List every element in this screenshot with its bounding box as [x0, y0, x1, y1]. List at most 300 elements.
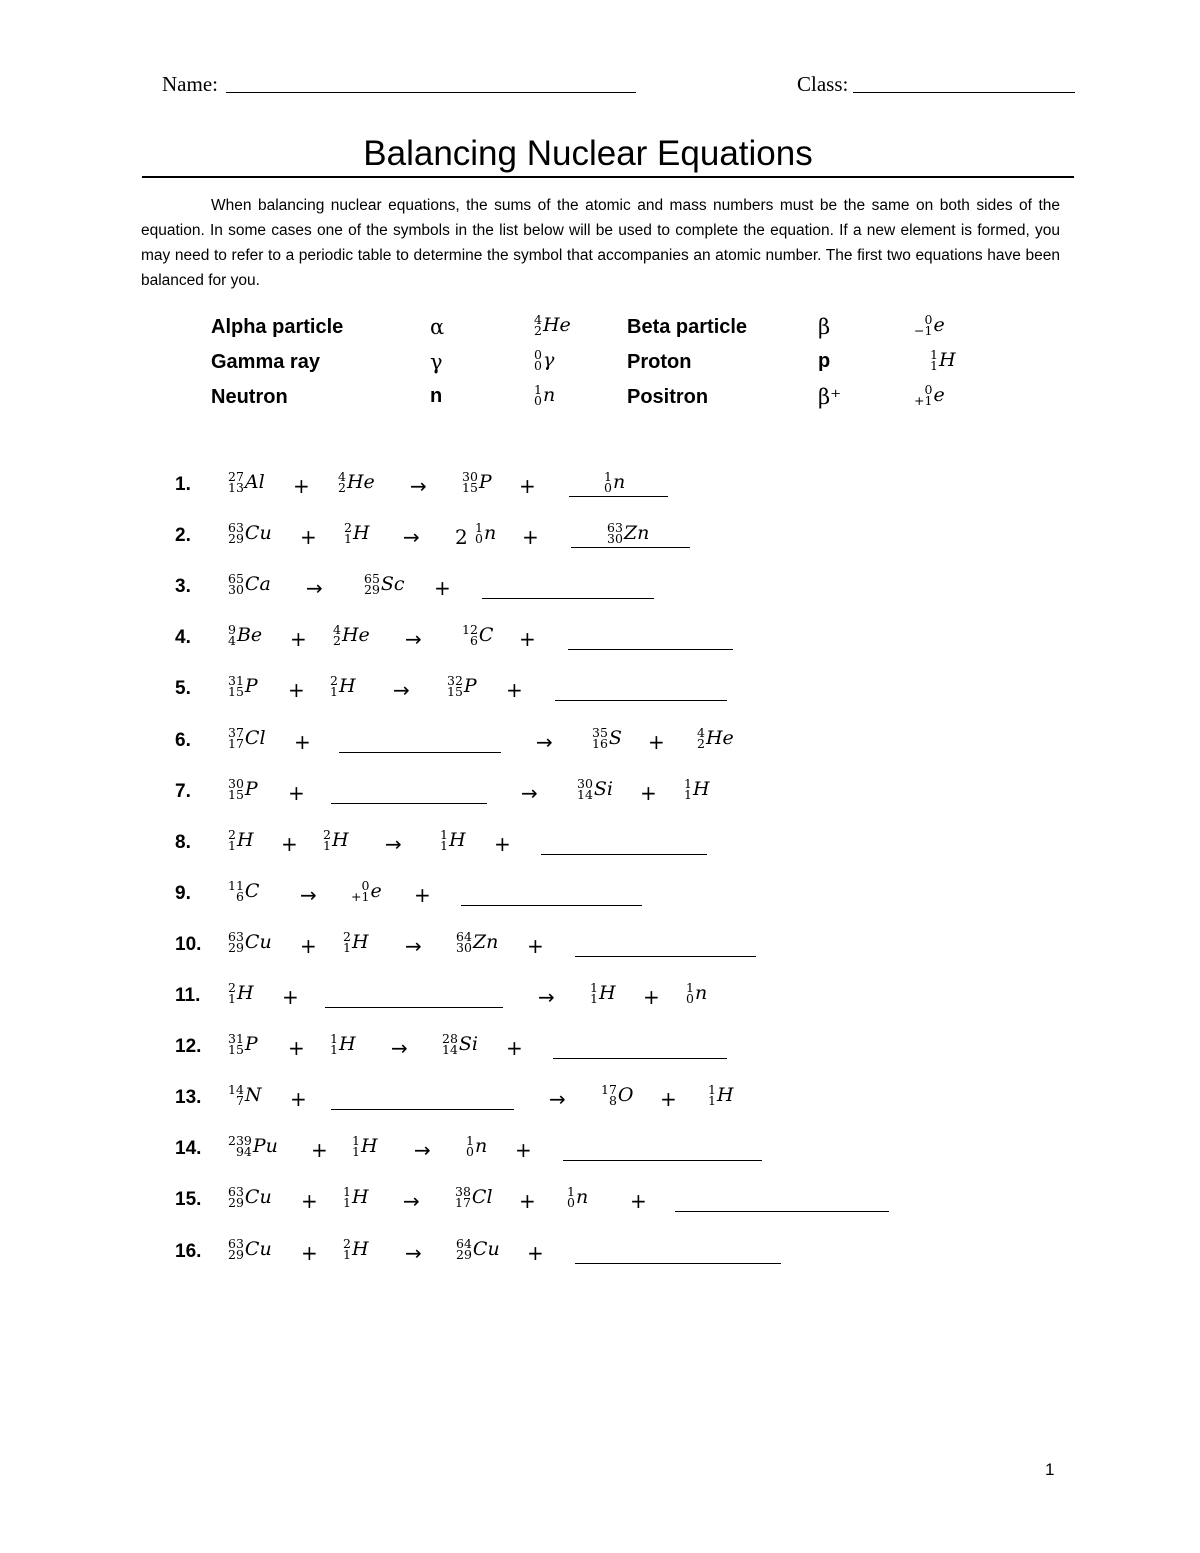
nuclide: [228, 1133, 278, 1160]
equation-number: 14.: [175, 1138, 202, 1160]
element-symbol: H: [352, 522, 370, 545]
particle-notation: [534, 384, 555, 406]
mass-number: 17: [601, 1082, 617, 1098]
atomic-number: 1: [352, 1144, 360, 1160]
mass-number: 31: [228, 673, 244, 689]
atomic-number: 0: [534, 393, 542, 408]
particle-notation: [914, 384, 945, 406]
element-symbol: Zn: [623, 522, 650, 545]
atomic-number: 15: [228, 1042, 244, 1058]
atomic-number: 30: [456, 939, 472, 955]
element-symbol: n: [612, 471, 626, 493]
nuclide: [333, 622, 370, 649]
answer-blank[interactable]: [331, 1109, 514, 1110]
element-symbol: e: [933, 314, 945, 336]
equation-number: 4.: [175, 627, 191, 649]
element-symbol: e: [933, 384, 945, 406]
nuclide: [567, 1184, 589, 1211]
atomic-number: 0: [567, 1195, 575, 1211]
intro-paragraph: [141, 193, 1060, 293]
atomic-number: 1: [930, 358, 938, 373]
plus-sign: +: [643, 985, 660, 1009]
nuclide: [364, 571, 405, 598]
atomic-number: 94: [235, 1144, 252, 1160]
atomic-number: 1: [343, 1195, 351, 1211]
element-symbol: Cl: [244, 726, 266, 749]
element-symbol: H: [351, 1237, 369, 1260]
mass-number: 37: [228, 724, 244, 740]
arrow-icon: →: [391, 1036, 408, 1061]
arrow-icon: →: [521, 780, 538, 805]
particle-notation: [930, 349, 956, 371]
nuclide: [708, 1082, 734, 1109]
element-symbol: C: [244, 879, 260, 902]
element-symbol: H: [338, 1033, 356, 1056]
atomic-number: 2: [333, 633, 341, 649]
nuclide: [228, 877, 260, 904]
plus-sign: +: [527, 933, 544, 958]
element-symbol: Al: [244, 471, 265, 493]
element-symbol: Si: [458, 1033, 478, 1056]
answer-nuclide: [603, 471, 626, 493]
nuclide: [343, 1184, 369, 1211]
nuclide: [330, 1031, 356, 1058]
atomic-number: 16: [592, 735, 608, 751]
answer-blank[interactable]: [569, 496, 668, 497]
title-divider: [142, 176, 1074, 178]
answer-blank[interactable]: [339, 752, 501, 753]
element-symbol: C: [478, 624, 494, 647]
mass-number: 30: [462, 469, 478, 484]
atomic-number: 8: [608, 1093, 617, 1109]
nuclide: [323, 826, 349, 853]
particle-symbol: β: [818, 315, 831, 339]
particle-name: Proton: [627, 351, 692, 373]
nuclide: [228, 826, 254, 853]
plus-sign: +: [414, 882, 431, 907]
nuclide: [455, 1184, 493, 1211]
nuclide: [352, 1133, 378, 1160]
equation-number: 13.: [175, 1087, 202, 1109]
atomic-number: 29: [364, 582, 380, 598]
plus-sign: +: [300, 933, 317, 958]
mass-number: 63: [228, 928, 244, 944]
element-symbol: P: [244, 675, 258, 698]
arrow-icon: →: [393, 678, 410, 703]
mass-number: 1: [684, 775, 692, 791]
plus-sign: +: [293, 474, 310, 498]
intro-text: When balancing nuclear equations, the sums of the atomic and mass numbers must be the same on both sides of the equation. In some cases one of the symbols in the list below will be used to complete the equation. If a new element is formed, you may need to refer to a periodic table to determine the symbol that accompanies an atomic number. The first two equations have been balanced for you.: [141, 197, 1060, 289]
atomic-number: 1: [343, 1246, 351, 1262]
atomic-number: 1: [323, 837, 331, 853]
element-symbol: Sc: [380, 573, 405, 596]
mass-number: 1: [330, 1031, 338, 1047]
particle-notation: [534, 349, 554, 371]
arrow-icon: →: [410, 474, 427, 498]
mass-number: 9: [228, 622, 236, 638]
element-symbol: n: [575, 1186, 589, 1209]
nuclide: [697, 724, 734, 751]
mass-number: 14: [228, 1082, 244, 1098]
mass-number: 2: [323, 826, 331, 842]
mass-number: 1: [590, 980, 598, 995]
element-symbol: P: [244, 1033, 258, 1056]
nuclide: [462, 471, 492, 493]
atomic-number: 14: [577, 786, 593, 802]
element-symbol: n: [694, 982, 708, 1004]
atomic-number: 15: [228, 684, 244, 700]
equation-number: 8.: [175, 831, 191, 853]
answer-blank[interactable]: [555, 700, 727, 701]
plus-sign: +: [527, 1240, 544, 1265]
atomic-number: 1: [330, 684, 338, 700]
particle-name: Beta particle: [627, 316, 748, 338]
mass-number: 63: [607, 520, 623, 536]
name-field[interactable]: [226, 92, 636, 93]
class-label: Class:: [797, 72, 849, 96]
atomic-number: 13: [228, 480, 244, 495]
mass-number: 0: [924, 312, 933, 327]
element-symbol: H: [351, 930, 369, 953]
mass-number: 31: [228, 1031, 244, 1047]
arrow-icon: →: [549, 1087, 566, 1112]
particle-notation: [914, 314, 945, 336]
answer-blank[interactable]: [461, 905, 642, 906]
atomic-number: 1: [228, 991, 236, 1006]
element-symbol: H: [360, 1135, 378, 1158]
arrow-icon: →: [405, 627, 422, 652]
nuclide: [447, 673, 477, 700]
nuclide: [577, 775, 613, 802]
plus-sign: +: [290, 627, 307, 652]
particle-symbol: α: [430, 315, 445, 339]
atomic-number: 15: [228, 786, 244, 802]
nuclide: [228, 622, 263, 649]
nuclide: [601, 1082, 634, 1109]
particle-notation: [534, 314, 571, 336]
element-symbol: S: [608, 726, 622, 749]
plus-sign: +: [311, 1138, 328, 1163]
atomic-number: 1: [440, 837, 448, 853]
mass-number: 0: [534, 347, 542, 362]
nuclide: [475, 520, 497, 547]
nuclide: [440, 826, 466, 853]
element-symbol: H: [598, 982, 616, 1004]
plus-sign: +: [282, 985, 299, 1009]
plus-sign: +: [640, 780, 657, 805]
plus-sign: +: [660, 1087, 677, 1112]
plus-sign: +: [288, 780, 305, 805]
nuclide: [228, 1184, 272, 1211]
mass-number: 4: [697, 724, 705, 740]
equation-number: 10.: [175, 933, 202, 955]
atomic-number: 1: [330, 1042, 338, 1058]
atomic-number: 29: [228, 1195, 244, 1211]
nuclide: [228, 775, 258, 802]
mass-number: 64: [456, 928, 472, 944]
nuclide: [344, 520, 370, 547]
plus-sign: +: [506, 678, 523, 703]
element-symbol: Cl: [471, 1186, 493, 1209]
mass-number: 63: [228, 520, 244, 536]
plus-sign: +: [294, 729, 311, 754]
mass-number: 2: [343, 1235, 351, 1251]
equation-number: 11.: [175, 985, 201, 1006]
answer-nuclide: [606, 520, 650, 547]
equation-number: 15.: [175, 1189, 202, 1211]
element-symbol: e: [370, 879, 382, 902]
mass-number: 64: [456, 1235, 472, 1251]
mass-number: 1: [352, 1133, 360, 1149]
mass-number: 1: [534, 382, 542, 397]
plus-sign: +: [519, 474, 536, 498]
atomic-number: 0: [466, 1144, 474, 1160]
nuclide: [466, 1133, 488, 1160]
particle-name: Neutron: [211, 386, 288, 408]
mass-number: 65: [364, 571, 380, 587]
arrow-icon: →: [306, 576, 323, 601]
answer-blank[interactable]: [553, 1058, 727, 1059]
atomic-number: +1: [914, 393, 933, 408]
element-symbol: P: [478, 471, 492, 493]
plus-sign: +: [648, 729, 665, 754]
mass-number: 2: [228, 826, 236, 842]
equation-number: 3.: [175, 576, 191, 598]
element-symbol: Zn: [472, 930, 499, 953]
atomic-number: 7: [235, 1093, 244, 1109]
atomic-number: 0: [686, 991, 694, 1006]
particle-symbol: n: [430, 385, 443, 407]
plus-sign: +: [522, 525, 539, 550]
answer-blank[interactable]: [541, 854, 707, 855]
mass-number: 63: [228, 1184, 244, 1200]
element-symbol: Ca: [244, 573, 271, 596]
atomic-number: 29: [228, 1246, 244, 1262]
element-symbol: He: [346, 471, 375, 493]
mass-number: 2: [330, 673, 338, 689]
mass-number: 30: [228, 775, 244, 791]
plus-sign: +: [630, 1189, 647, 1214]
particle-name: Gamma ray: [211, 351, 320, 373]
equation-number: 1.: [175, 474, 191, 495]
plus-sign: +: [288, 678, 305, 703]
mass-number: 1: [343, 1184, 351, 1200]
atomic-number: 1: [708, 1093, 716, 1109]
element-symbol: P: [463, 675, 477, 698]
element-symbol: Si: [593, 777, 613, 800]
nuclide: [351, 877, 382, 904]
element-symbol: He: [341, 624, 370, 647]
mass-number: 12: [462, 622, 478, 638]
nuclide: [228, 982, 254, 1004]
atomic-number: 6: [235, 888, 244, 904]
arrow-icon: →: [405, 1240, 422, 1265]
atomic-number: 17: [455, 1195, 471, 1211]
plus-sign: +: [301, 1240, 318, 1265]
arrow-icon: →: [403, 525, 420, 550]
atomic-number: 1: [343, 939, 351, 955]
arrow-icon: →: [405, 933, 422, 958]
arrow-icon: →: [538, 985, 555, 1009]
mass-number: 2: [343, 928, 351, 944]
equation-number: 12.: [175, 1036, 202, 1058]
element-symbol: H: [692, 777, 710, 800]
nuclide: [686, 982, 707, 1004]
plus-sign: +: [494, 831, 511, 856]
element-symbol: Cu: [244, 1186, 272, 1209]
nuclide: [228, 1082, 262, 1109]
mass-number: 1: [466, 1133, 474, 1149]
atomic-number: 1: [228, 837, 236, 853]
atomic-number: 1: [590, 991, 598, 1006]
coefficient: 2: [455, 525, 468, 550]
equation-number: 2.: [175, 525, 191, 547]
arrow-icon: →: [536, 729, 553, 754]
element-symbol: H: [236, 828, 254, 851]
plus-sign: +: [288, 1036, 305, 1061]
plus-sign: +: [519, 1189, 536, 1214]
mass-number: 0: [924, 382, 933, 397]
atomic-number: 0: [534, 358, 542, 373]
nuclide: [228, 520, 272, 547]
element-symbol: Cu: [244, 1237, 272, 1260]
mass-number: 1: [475, 520, 483, 536]
particle-symbol: p: [818, 350, 831, 372]
nuclide: [684, 775, 710, 802]
element-symbol: Cu: [472, 1237, 500, 1260]
answer-blank[interactable]: [575, 1263, 781, 1264]
atomic-number: 2: [338, 480, 346, 495]
equation-number: 5.: [175, 678, 191, 700]
particle-symbol: γ: [430, 350, 443, 374]
element-symbol: γ: [542, 349, 555, 371]
element-symbol: H: [331, 828, 349, 851]
element-symbol: He: [705, 726, 734, 749]
particle-name: Alpha particle: [211, 316, 344, 338]
mass-number: 35: [592, 724, 608, 740]
nuclide: [338, 471, 375, 493]
atomic-number: 15: [447, 684, 463, 700]
mass-number: 2: [344, 520, 352, 536]
atomic-number: 2: [697, 735, 705, 751]
element-symbol: P: [244, 777, 258, 800]
plus-sign: +: [281, 831, 298, 856]
page-title: Balancing Nuclear Equations: [363, 134, 813, 173]
plus-sign: +: [301, 1189, 318, 1214]
plus-sign: +: [519, 627, 536, 652]
name-label: Name:: [162, 72, 218, 96]
mass-number: 28: [442, 1031, 458, 1047]
nuclide: [442, 1031, 478, 1058]
answer-blank[interactable]: [571, 547, 690, 548]
atomic-number: 17: [228, 735, 244, 751]
element-symbol: H: [938, 349, 956, 371]
mass-number: 2: [228, 980, 236, 995]
equation-number: 16.: [175, 1240, 202, 1262]
nuclide: [456, 928, 499, 955]
equation-number: 6.: [175, 729, 191, 751]
nuclide: [228, 673, 258, 700]
particle-name: Positron: [627, 386, 709, 408]
mass-number: 27: [228, 469, 244, 484]
answer-blank[interactable]: [568, 649, 733, 650]
nuclide: [228, 1031, 258, 1058]
atomic-number: 14: [442, 1042, 458, 1058]
mass-number: 63: [228, 1235, 244, 1251]
plus-sign: +: [506, 1036, 523, 1061]
answer-blank[interactable]: [331, 803, 487, 804]
element-symbol: N: [244, 1084, 262, 1107]
element-symbol: n: [474, 1135, 488, 1158]
atomic-number: 2: [534, 323, 542, 338]
arrow-icon: →: [385, 831, 402, 856]
answer-blank[interactable]: [325, 1007, 503, 1008]
plus-sign: +: [290, 1087, 307, 1112]
answer-blank[interactable]: [482, 598, 654, 599]
element-symbol: H: [448, 828, 466, 851]
nuclide: [592, 724, 622, 751]
atomic-number: 30: [228, 582, 244, 598]
answer-blank[interactable]: [563, 1160, 762, 1161]
element-symbol: Cu: [244, 522, 272, 545]
mass-number: 1: [604, 469, 612, 484]
mass-number: 65: [228, 571, 244, 587]
nuclide: [228, 571, 271, 598]
atomic-number: +1: [351, 888, 370, 904]
element-symbol: O: [617, 1084, 634, 1107]
mass-number: 32: [447, 673, 463, 689]
element-symbol: n: [542, 384, 556, 406]
mass-number: 1: [930, 347, 938, 362]
answer-blank[interactable]: [675, 1211, 889, 1212]
element-symbol: Pu: [252, 1135, 278, 1158]
atomic-number: 6: [469, 633, 478, 649]
mass-number: 0: [361, 877, 370, 893]
atomic-number: 1: [344, 531, 352, 547]
answer-blank[interactable]: [575, 956, 756, 957]
atomic-number: 30: [607, 531, 623, 547]
mass-number: 38: [455, 1184, 471, 1200]
element-symbol: H: [716, 1084, 734, 1107]
element-symbol: n: [483, 522, 497, 545]
mass-number: 1: [708, 1082, 716, 1098]
atomic-number: 29: [456, 1246, 472, 1262]
plus-sign: +: [515, 1138, 532, 1163]
atomic-number: −1: [914, 323, 933, 338]
mass-number: 4: [338, 469, 346, 484]
element-symbol: H: [338, 675, 356, 698]
class-field[interactable]: [853, 92, 1075, 93]
atomic-number: 29: [228, 939, 244, 955]
element-symbol: Be: [236, 624, 263, 647]
mass-number: 4: [333, 622, 341, 638]
equation-number: 9.: [175, 882, 191, 904]
mass-number: 4: [534, 312, 542, 327]
element-symbol: He: [542, 314, 571, 336]
mass-number: 30: [577, 775, 593, 791]
atomic-number: 0: [475, 531, 483, 547]
atomic-number: 1: [684, 786, 692, 802]
nuclide: [343, 1235, 369, 1262]
element-symbol: H: [351, 1186, 369, 1209]
arrow-icon: →: [414, 1138, 431, 1163]
nuclide: [228, 724, 266, 751]
element-symbol: Cu: [244, 930, 272, 953]
mass-number: 11: [228, 877, 244, 893]
equation-number: 7.: [175, 780, 191, 802]
nuclide: [456, 1235, 500, 1262]
mass-number: 1: [440, 826, 448, 842]
